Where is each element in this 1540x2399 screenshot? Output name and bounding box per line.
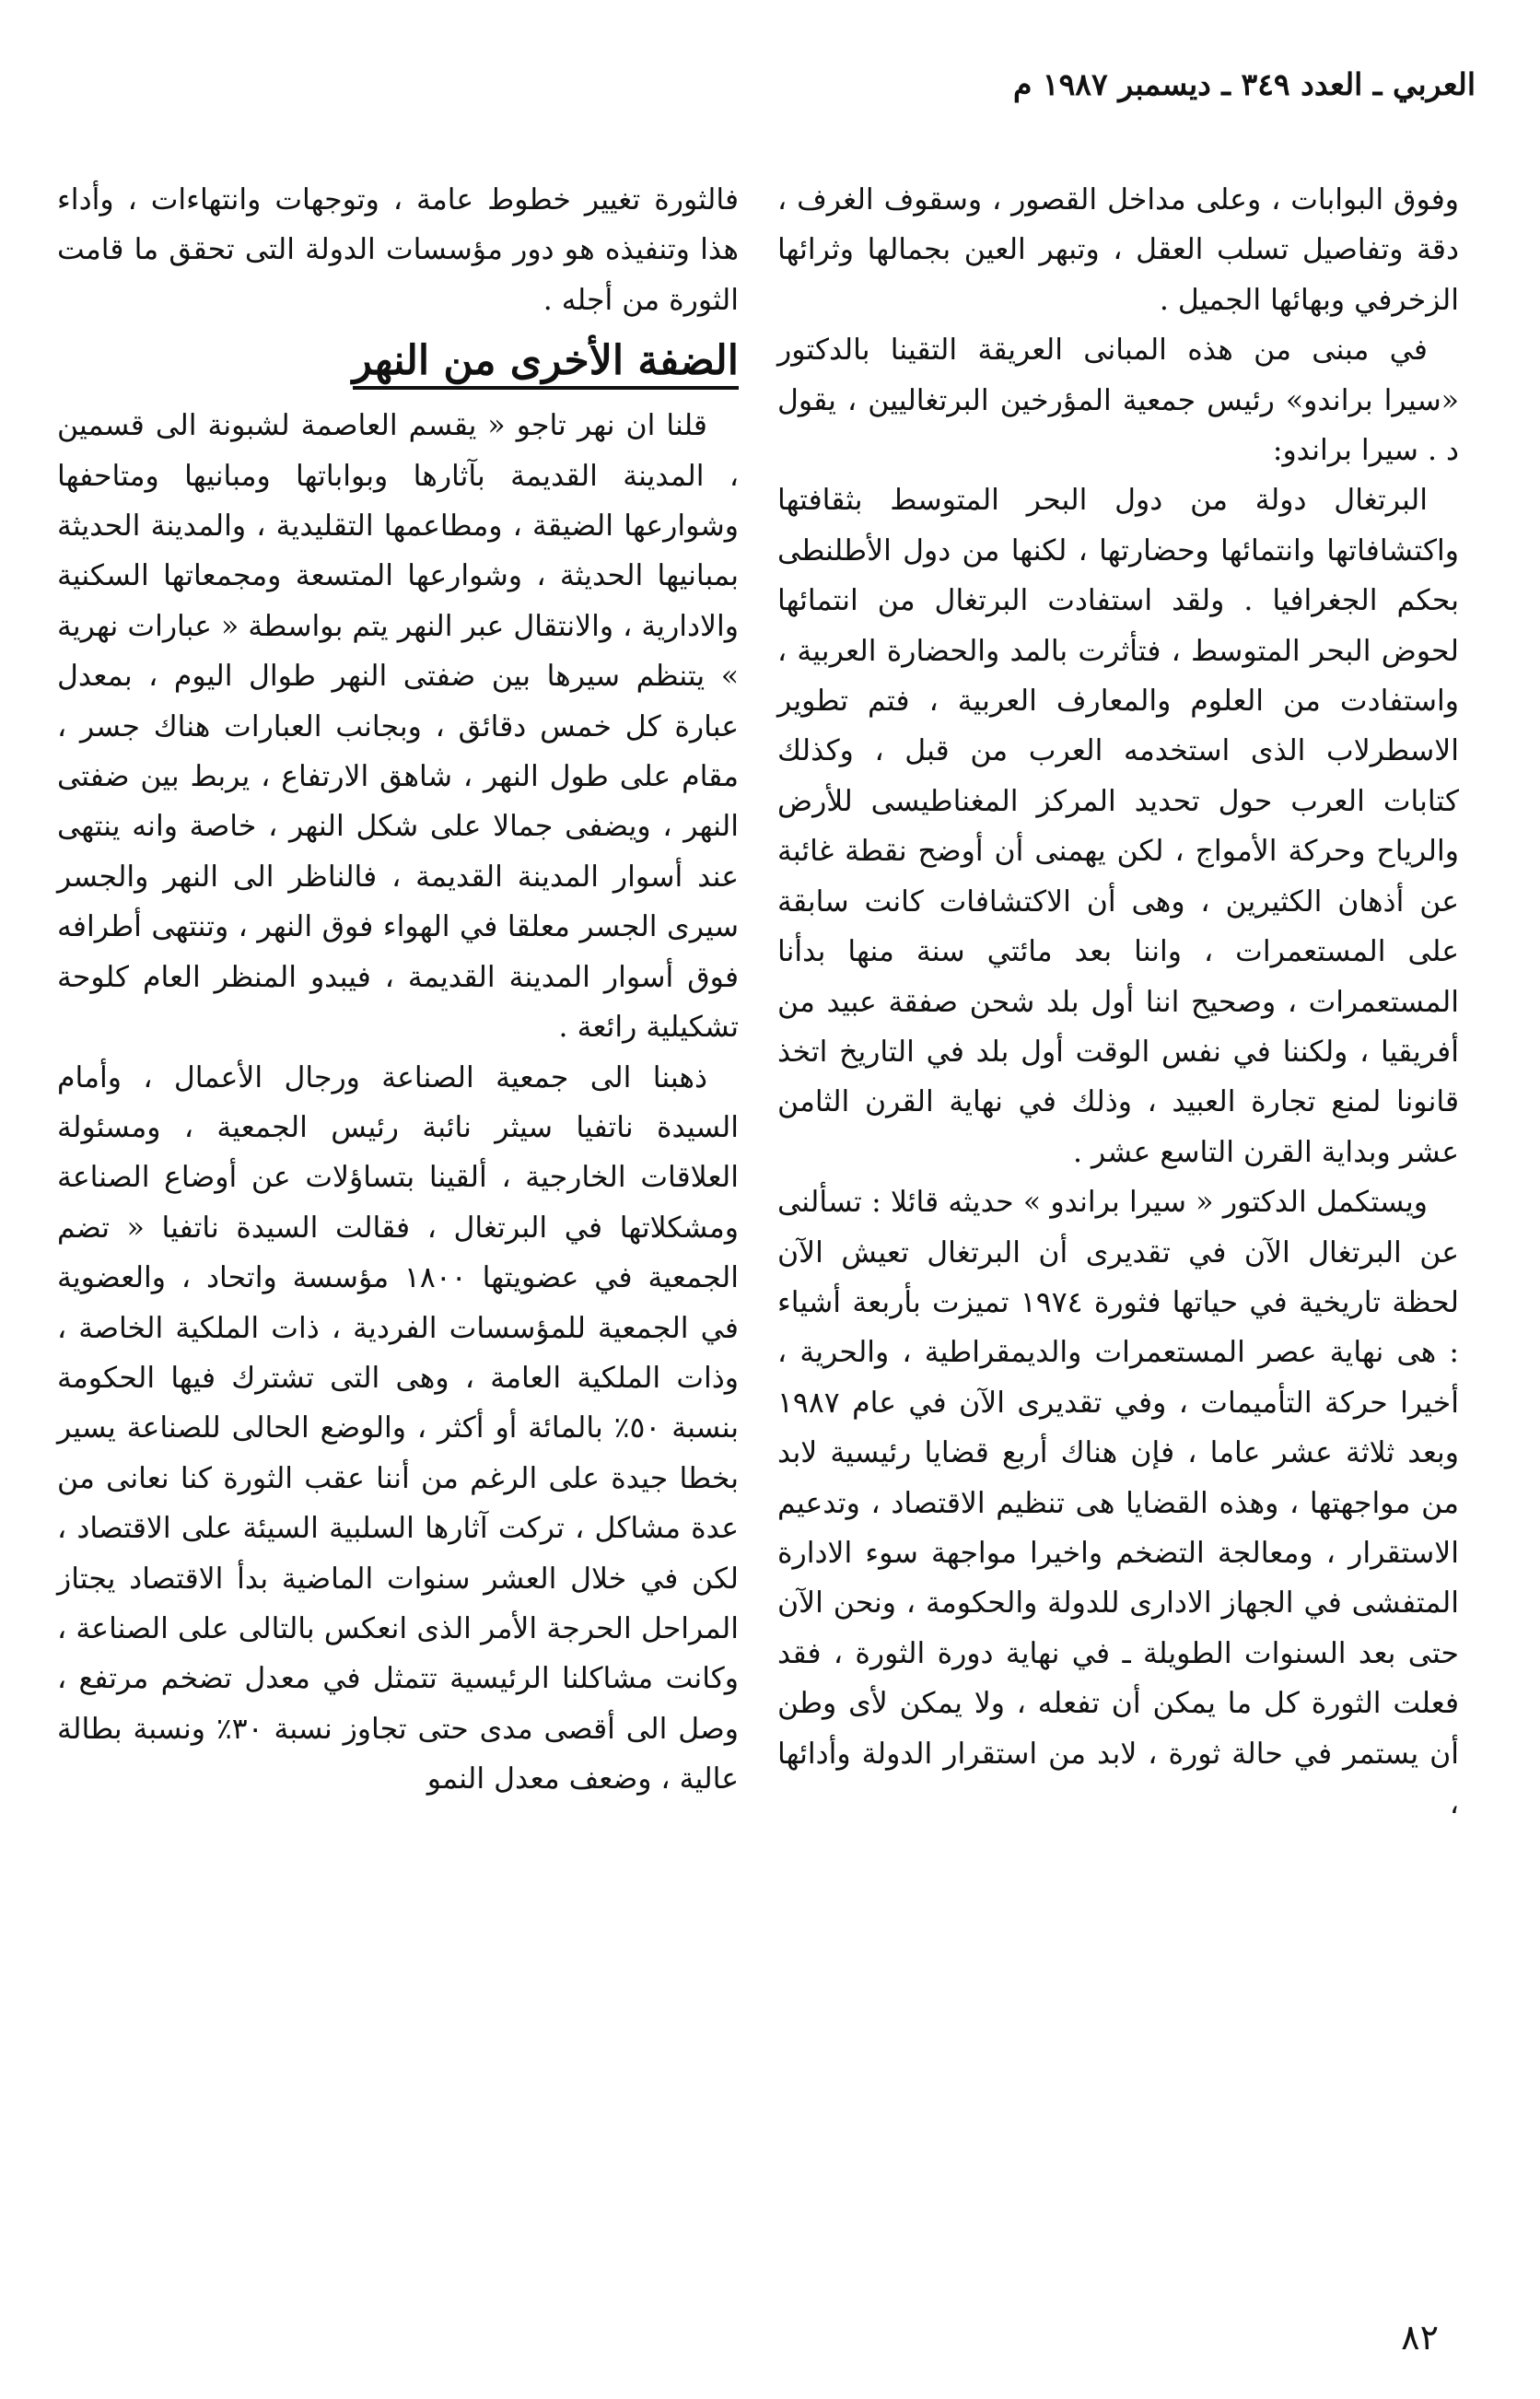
paragraph: في مبنى من هذه المبانى العريقة التقينا بالدكتور «سيرا براندو» رئيس جمعية المؤرخين البرتغاليين ، يقول د . سيرا براندو: (777, 334, 1459, 468)
running-head: العربي ـ العدد ٣٤٩ ـ ديسمبر ١٩٨٧ م (1012, 66, 1476, 102)
section-heading-text: الضفة الأخرى من النهر (353, 337, 739, 390)
paragraph: قلنا ان نهر تاجو « يقسم العاصمة لشبونة الى قسمين ، المدينة القديمة بآثارها وبواباتها ومبانيها ومتاحفها وشوارعها الضيقة ، ومطاعمها التقليدية ، والمدينة الحديثة بمبانيها الحديثة ، وشوارعها المتسعة ومجمعاتها السكنية والادارية ، والانتقال عبر النهر يتم بواسطة « عبارات نهرية » يتنظم سيرها بين ضفتى النهر طوال اليوم ، بمعدل عبارة كل خمس دقائق ، وبجانب العبارات هناك جسر ، مقام على طول النهر ، شاهق الارتفاع ، يربط بين ضفتى النهر ، ويضفى جمالا على شكل النهر ، خاصة وانه ينتهى عند أسوار المدينة القديمة ، فالناظر الى النهر والجسر سيرى الجسر معلقا في الهواء فوق النهر ، وتنتهى أطرافه فوق أسوار المدينة القديمة ، فيبدو المنظر العام كلوحة تشكيلية رائعة . (57, 409, 739, 1045)
section-heading (57, 331, 739, 392)
paragraph: وفوق البوابات ، وعلى مداخل القصور ، وسقوف الغرف ، دقة وتفاصيل تسلب العقل ، وتبهر العين بجمالها وثرائها الزخرفي وبهائها الجميل . (777, 183, 1459, 317)
page-number: ٨٢ (1401, 2317, 1439, 2358)
paragraph: فالثورة تغيير خطوط عامة ، وتوجهات وانتهاءات ، وأداء هذا وتنفيذه هو دور مؤسسات الدولة التى تحقق ما قامت الثورة من أجله . (57, 183, 739, 317)
right-column (777, 175, 1459, 1829)
left-column (57, 175, 739, 1805)
paragraph: ذهبنا الى جمعية الصناعة ورجال الأعمال ، وأمام السيدة ناتفيا سيثر نائبة رئيس الجمعية ، ومسئولة العلاقات الخارجية ، ألقينا بتساؤلات عن أوضاع الصناعة ومشكلاتها في البرتغال ، فقالت السيدة ناتفيا « تضم الجمعية في عضويتها ١٨٠٠ مؤسسة واتحاد ، والعضوية في الجمعية للمؤسسات الفردية ، ذات الملكية الخاصة ، وذات الملكية العامة ، وهى التى تشترك فيها الحكومة بنسبة ٥٠٪ بالمائة أو أكثر ، والوضع الحالى للصناعة يسير بخطا جيدة على الرغم من أننا عقب الثورة كنا نعانى من عدة مشاكل ، تركت آثارها السلبية السيئة على الاقتصاد ، لكن في خلال العشر سنوات الماضية بدأ الاقتصاد يجتاز المراحل الحرجة الأمر الذى انعكس بالتالى على الصناعة ، وكانت مشاكلنا الرئيسية تتمثل في معدل تضخم مرتفع ، وصل الى أقصى مدى حتى تجاوز نسبة ٣٠٪ ونسبة بطالة عالية ، وضعف معدل النمو (57, 1060, 740, 1796)
paragraph: ويستكمل الدكتور « سيرا براندو » حديثه قائلا : تسألنى عن البرتغال الآن في تقديرى أن البرتغال تعيش الآن لحظة تاريخية في حياتها فثورة ١٩٧٤ تميزت بأربعة أشياء : هى نهاية عصر المستعمرات والديمقراطية ، والحرية ، أخيرا حركة التأميمات ، وفي تقديرى الآن في عام ١٩٨٧ وبعد ثلاثة عشر عاما ، فإن هناك أربع قضايا رئيسية لابد من مواجهتها ، وهذه القضايا هى تنظيم الاقتصاد ، وتدعيم الاستقرار ، ومعالجة التضخم واخيرا مواجهة سوء الادارة المتفشى في الجهاز الادارى للدولة والحكومة ، ونحن الآن حتى بعد السنوات الطويلة ـ في نهاية دورة الثورة ، فقد فعلت الثورة كل ما يمكن أن تفعله ، ولا يمكن لأى وطن أن يستمر في حالة ثورة ، لابد من استقرار الدولة وأدائها ، (777, 1186, 1460, 1820)
paragraph: البرتغال دولة من دول البحر المتوسط بثقافتها واكتشافاتها وانتمائها وحضارتها ، لكنها من دول الأطلنطى بحكم الجغرافيا . ولقد استفادت البرتغال من انتمائها لحوض البحر المتوسط ، فتأثرت بالمد والحضارة العربية ، واستفادت من العلوم والمعارف العربية ، فتم تطوير الاسطرلاب الذى استخدمه العرب من قبل ، وكذلك كتابات العرب حول تحديد المركز المغناطيسى للأرض والرياح وحركة الأمواج ، لكن يهمنى أن أوضح نقطة غائبة عن أذهان الكثيرين ، وهى أن الاكتشافات كانت سابقة على المستعمرات ، واننا بعد مائتي سنة منها بدأنا المستعمرات ، وصحيح اننا أول بلد شحن صفقة عبيد من أفريقيا ، ولكننا في نفس الوقت أول بلد في التاريخ اتخذ قانونا لمنع تجارة العبيد ، وذلك في نهاية القرن الثامن عشر وبداية القرن التاسع عشر . (777, 484, 1459, 1169)
